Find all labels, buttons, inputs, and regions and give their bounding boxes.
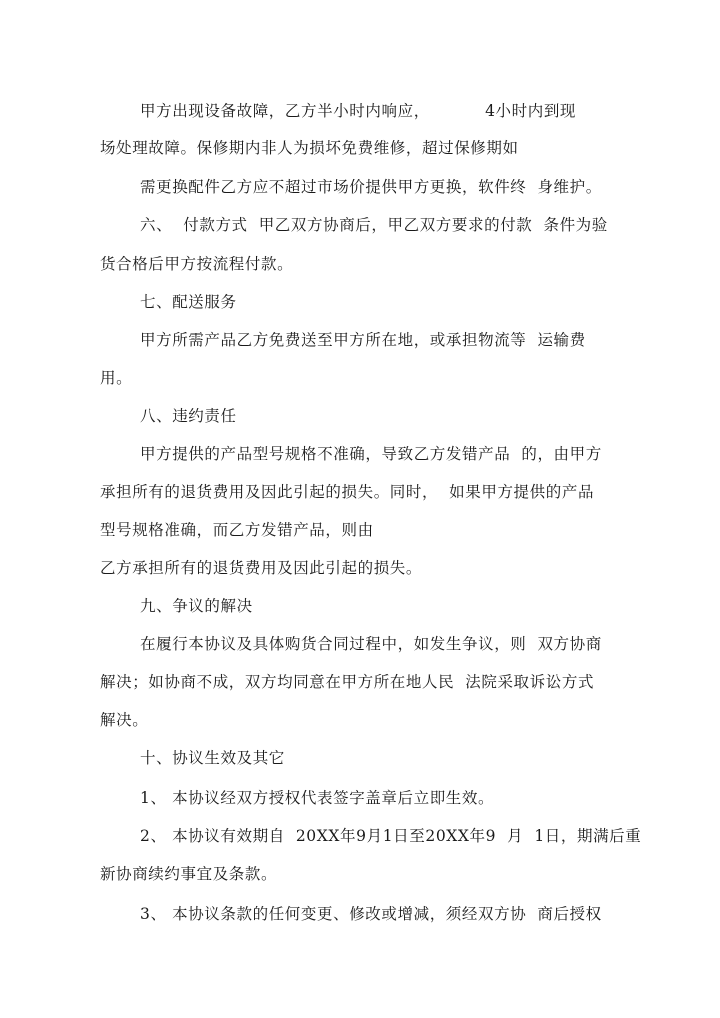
paragraph-line: 货合格后甲方按流程付款。: [100, 255, 294, 273]
clause-item-2: 2、 本协议有效期自 20XX年9月1日至20XX年9 月 1日，期满后重: [140, 827, 642, 845]
clause-item-1: 1、 本协议经双方授权代表签字盖章后立即生效。: [140, 789, 495, 807]
paragraph-line: 承担所有的退货费用及因此引起的损失。同时， 如果甲方提供的产品: [100, 483, 595, 501]
clause-item-3: 3、 本协议条款的任何变更、修改或增减，须经双方协 商后授权: [140, 905, 602, 923]
paragraph-line: 需更换配件乙方应不超过市场价提供甲方更换，软件终 身维护。: [140, 178, 602, 196]
paragraph-line: 解决；如协商不成，双方均同意在甲方所在地人民 法院采取诉讼方式: [100, 673, 595, 691]
section-heading-payment: 六、 付款方式 甲乙双方协商后，甲乙双方要求的付款 条件为验: [140, 216, 608, 234]
paragraph-line: 用。: [100, 369, 133, 387]
paragraph-line: 解决。: [100, 711, 149, 729]
section-heading-liability: 八、违约责任: [140, 407, 237, 425]
paragraph-line: 甲方出现设备故障，乙方半小时内响应， 4小时内到现: [140, 102, 577, 120]
paragraph-line: 甲方提供的产品型号规格不准确，导致乙方发错产品 的，由甲方: [140, 445, 602, 463]
paragraph-line: 场处理故障。保修期内非人为损坏免费维修，超过保修期如: [100, 139, 519, 157]
section-heading-effect: 十、协议生效及其它: [140, 749, 285, 767]
paragraph-line: 型号规格准确，而乙方发错产品，则由: [100, 521, 374, 539]
section-heading-dispute: 九、争议的解决: [140, 597, 253, 615]
paragraph-line: 乙方承担所有的退货费用及因此引起的损失。: [100, 559, 423, 577]
section-heading-delivery: 七、配送服务: [140, 293, 237, 311]
paragraph-line: 甲方所需产品乙方免费送至甲方所在地，或承担物流等 运输费: [140, 331, 586, 349]
paragraph-line: 在履行本协议及具体购货合同过程中，如发生争议，则 双方协商: [140, 635, 602, 653]
paragraph-line: 新协商续约事宜及条款。: [100, 865, 278, 883]
